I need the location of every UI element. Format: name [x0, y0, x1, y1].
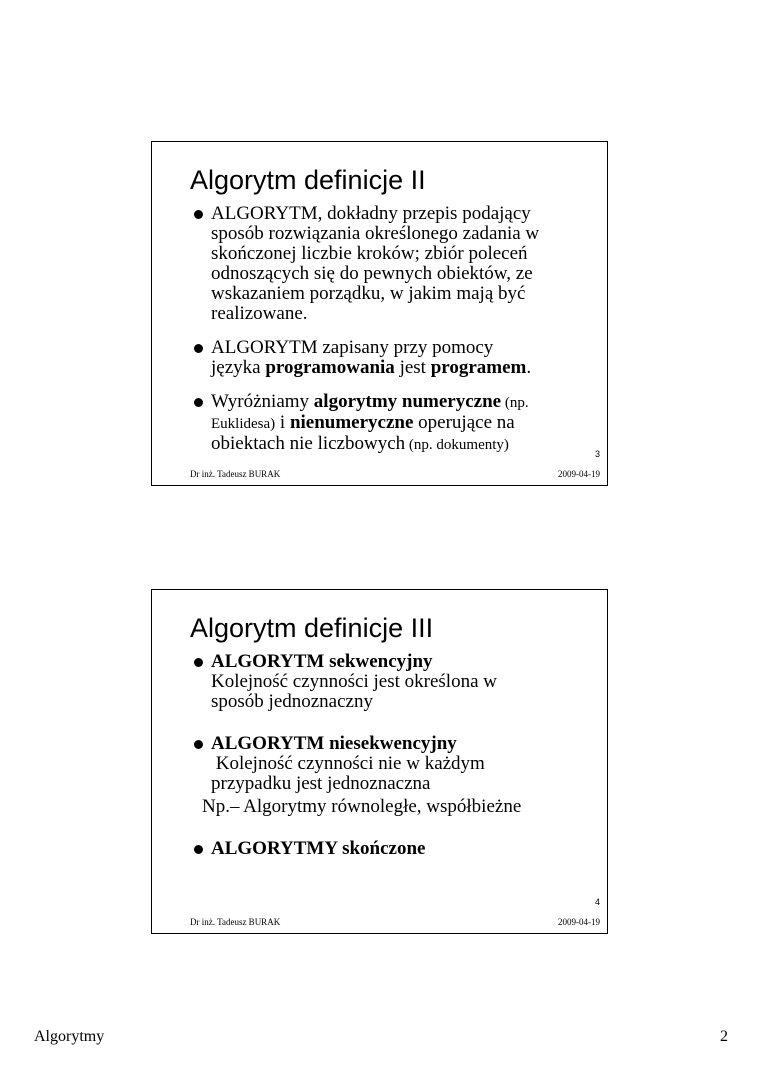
text-line — [211, 734, 599, 754]
slide-number: 3 — [594, 449, 600, 459]
text-line: ALGORYTM, dokładny przepis podający — [211, 203, 531, 224]
bullet-dot-icon — [194, 398, 203, 407]
bullet-list — [194, 652, 599, 859]
slide-date: 2009-04-19 — [558, 917, 600, 927]
bold-term: programowania — [265, 357, 395, 378]
slide-title: Algorytm definicje III — [190, 613, 434, 643]
text-line: odnoszących się do pewnych obiektów, ze — [211, 263, 533, 284]
bullet-nonsequential — [194, 734, 599, 794]
slide-4 — [151, 589, 608, 934]
slide-author: Dr inż. Tadeusz BURAK — [190, 469, 281, 479]
text-span: obiektach nie liczbowych — [211, 433, 406, 454]
bullet-dot-icon — [194, 845, 203, 854]
bullet-dot-icon — [194, 344, 203, 353]
bullet-finite — [194, 839, 599, 859]
text-line: wskazaniem porządku, w jakim mają być — [211, 283, 526, 304]
bullet-dot-icon — [194, 658, 203, 667]
text-line — [211, 839, 599, 859]
text-line — [211, 358, 599, 378]
text-line: ALGORYTM zapisany przy pomocy — [211, 337, 494, 358]
bold-term: ALGORYTM niesekwencyjny — [211, 733, 457, 754]
spacer — [194, 324, 599, 338]
text-line — [211, 434, 599, 455]
text-span: języka — [211, 357, 266, 378]
slide-3 — [151, 141, 608, 486]
bullet-program — [194, 338, 599, 378]
bullet-dot-icon — [194, 740, 203, 749]
text-line — [211, 413, 599, 434]
text-line — [211, 652, 599, 672]
slide-title: Algorytm definicje II — [190, 165, 426, 195]
text-line: przypadku jest jednoznaczna — [211, 773, 431, 794]
text-line — [211, 392, 599, 413]
text-span: operujące na — [413, 412, 515, 433]
bold-term: ALGORYTMY skończone — [211, 838, 426, 859]
small-text: Euklidesa) — [211, 416, 276, 432]
bullet-sequential — [194, 652, 599, 712]
slide-date: 2009-04-19 — [558, 469, 600, 479]
slide-author: Dr inż. Tadeusz BURAK — [190, 917, 281, 927]
text-line: realizowane. — [211, 303, 308, 324]
page-footer-title: Algorytmy — [34, 1028, 105, 1045]
bold-term: algorytmy numeryczne — [313, 391, 502, 412]
text-line: Kolejność czynności jest określona w — [211, 671, 497, 692]
bold-term: nienumeryczne — [289, 412, 414, 433]
spacer — [194, 817, 599, 839]
text-span: . — [526, 357, 532, 378]
slide-number: 4 — [594, 897, 600, 907]
example-line: Np.– Algorytmy równoległe, współbieżne — [202, 796, 522, 817]
spacer — [194, 712, 599, 734]
text-line: skończonej liczbie kroków; zbiór poleceń — [211, 243, 528, 264]
small-text: (np. dokumenty) — [405, 437, 509, 453]
text-line: sposób rozwiązania określonego zadania w — [211, 223, 540, 244]
text-span: Wyróżniamy — [211, 391, 314, 412]
spacer — [194, 378, 599, 392]
small-text: (np. — [501, 395, 529, 411]
bullet-definition — [194, 204, 599, 324]
text-span: i — [275, 412, 290, 433]
text-line: Kolejność czynności nie w każdym — [211, 753, 485, 774]
page-number: 2 — [720, 1028, 728, 1045]
bullet-list — [194, 204, 599, 455]
bold-term: programem — [430, 357, 527, 378]
bullet-types — [194, 392, 599, 455]
text-line: sposób jednoznaczny — [211, 691, 373, 712]
bullet-dot-icon — [194, 210, 203, 219]
text-span: jest — [394, 357, 431, 378]
bold-term: ALGORYTM sekwencyjny — [211, 651, 433, 672]
